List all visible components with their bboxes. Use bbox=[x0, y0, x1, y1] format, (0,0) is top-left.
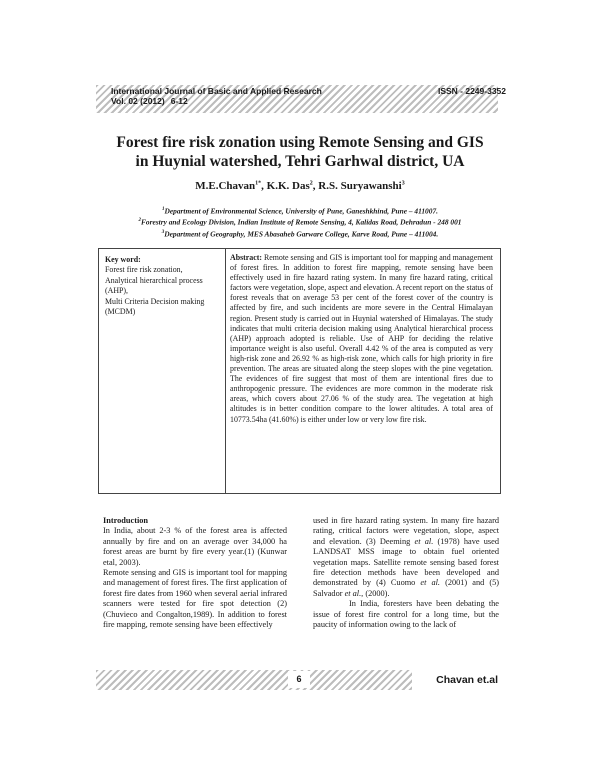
paper-title bbox=[100, 133, 500, 171]
author-sup: 2 bbox=[309, 180, 313, 187]
section-heading: Introduction bbox=[103, 516, 149, 525]
left-column bbox=[103, 516, 287, 630]
page-number: 6 bbox=[288, 671, 310, 688]
keywords-panel bbox=[105, 255, 221, 317]
paragraph: Remote sensing and GIS is important tool for mapping and management of forest fires. The first application of forest fire dates from 1960 when several aerial infrared scanners were tested for fire spot detection (2) (Chuvieco and Congalton,1989). In addition to forest fire mapping, remote sensing have been effectively bbox=[103, 568, 287, 630]
abstract-panel bbox=[230, 253, 493, 425]
volume: Vol. 02 (2012) bbox=[111, 96, 165, 106]
author-list: M.E.Chavan$^{1*}$, K.K. Das$^2$, R.S. Suryawanshi$^3$ bbox=[195, 180, 405, 192]
issn: ISSN - 2249-3352 bbox=[437, 86, 506, 96]
box-divider bbox=[225, 249, 226, 493]
journal-name: International Journal of Basic and Applied Research bbox=[111, 86, 322, 96]
author-name: K.K. Das bbox=[266, 180, 310, 192]
abstract-label: Abstract: bbox=[230, 253, 262, 262]
author-name: M.E.Chavan bbox=[195, 180, 256, 192]
author-sup: 1* bbox=[255, 180, 262, 187]
paragraph: In India, about 2-3 % of the forest area is affected annually by fire and on an average over 34,000 ha forest areas are burnt by fire every year.(1) (Kunwar etal, 2003). bbox=[103, 526, 287, 567]
right-column bbox=[313, 516, 499, 630]
affiliation: $^3$Department of Geography, MES Abasaheb Garware College, Karve Road, Pune – 411004. bbox=[161, 229, 439, 239]
author-name: R.S. Suryawanshi bbox=[318, 180, 402, 192]
title-line-1: Forest fire risk zonation using Remote Sensing and GIS bbox=[116, 134, 484, 151]
title-line-2: in Huynial watershed, Tehri Garhwal district, UA bbox=[135, 153, 465, 170]
paragraph: used in fire hazard rating system. In many fire hazard rating, critical factors were vegetation, slope, aspect and elevation. (3) Deeming et al. (1978) have used LANDSAT MSS image to obtain fuel oriented vegetation maps. Satellite remote sensing based forest fire detection methods have been developed and demonstrated by (4) Cuomo et al. (2001) and (5) Salvador et al., (2000). bbox=[313, 516, 499, 598]
keywords-label: Key word: bbox=[105, 255, 141, 264]
paragraph: In India, foresters have been debating the issue of forest fire control for a long time, but the paucity of information owing to the lack of bbox=[313, 599, 499, 630]
abstract-box bbox=[98, 248, 501, 494]
running-author: Chavan et.al bbox=[412, 670, 498, 690]
author-sup: 3 bbox=[401, 180, 405, 187]
keyword-item: Analytical hierarchical process (AHP), bbox=[105, 275, 203, 296]
affiliations bbox=[98, 205, 502, 239]
affiliation: $^1$Department of Environmental Science, University of Pune, Ganeshkhind, Pune – 411007. bbox=[162, 206, 438, 216]
page-range: 6-12 bbox=[170, 96, 188, 106]
keyword-item: Multi Criteria Decision making (MCDM) bbox=[105, 296, 205, 317]
keyword-item: Forest fire risk zonation, bbox=[105, 265, 183, 275]
abstract-text: Remote sensing and GIS is important tool for mapping and management of forest fires. In addition to forest fire mapping, remote sensing have been effectively used in fire hazard rating system. In many fire hazard rating, critical factors were vegetation, slope, aspect and elevation. A recent report on the status of forest reveals that on average 53 per cent of the forest cover of the country is affected by fire, and such incidents are more severe in the Central Himalayan region. Present study is carried out in Huynial watershed of Himalayas. The study indicates that multi criteria decision making using Analytical hierarchical process (AHP) approach adopted is reliable. Use of AHP for deciding the relative importance weight is also useful. Overall 4.42 % of the area is computed as very high-risk zone and 26.92 % as high-risk zone, which calls for high priority in fire prevention. The areas are situated along the steep slopes with the pine vegetation. The evidences of fire suggest that most of them are intentional fires due to anthropogenic pressure. The evidences are more common in the moderate risk areas, which covers about 27.06 % of the study area. The vegetation at high altitudes is in better condition compare to the lower altitudes. A total area of 10773.54ha (41.60%) is either under low or very low fire risk. bbox=[230, 253, 493, 424]
journal-header bbox=[111, 86, 506, 106]
affiliation: $^2$Forestry and Ecology Division, Indian Institute of Remote Sensing, 4, Kalidas Road, Dehradun - 248 001 bbox=[138, 217, 462, 227]
